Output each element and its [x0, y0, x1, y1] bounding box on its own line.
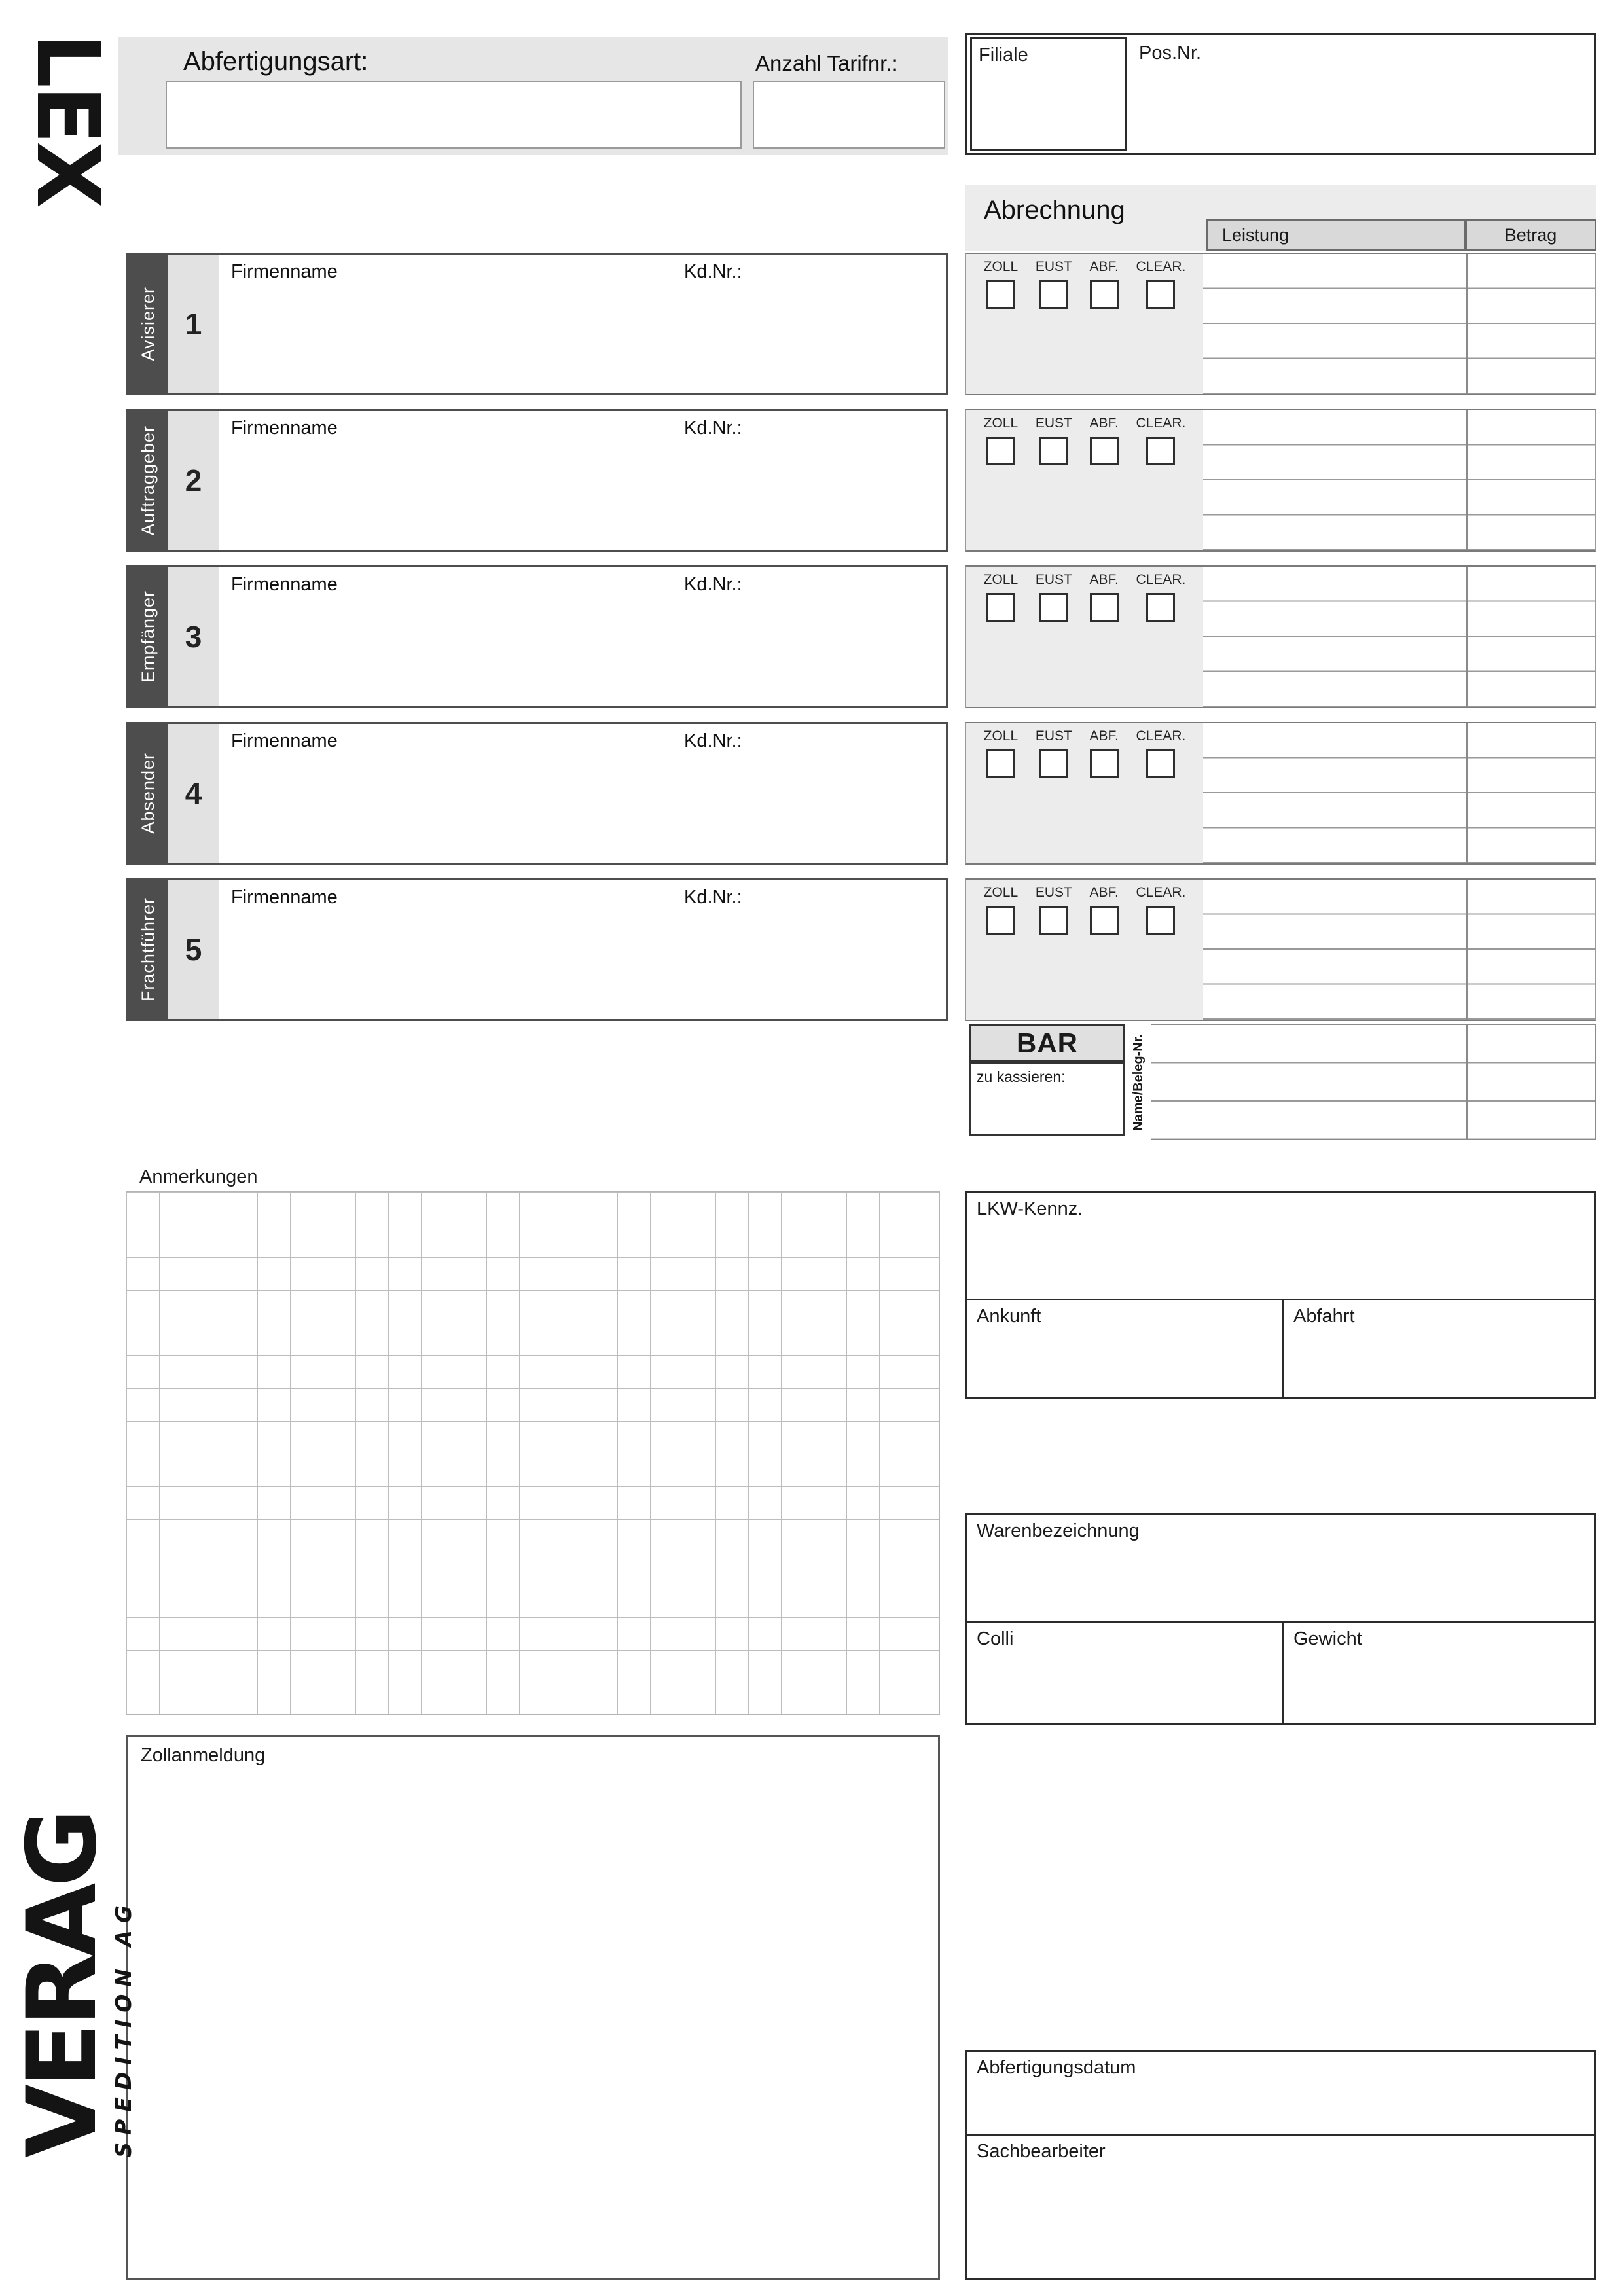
bar-abrechnung-rows[interactable]: [1151, 1024, 1596, 1140]
party-number: 2: [168, 411, 219, 550]
lex-logo-text: LEX: [17, 33, 118, 206]
firmenname-field[interactable]: [219, 724, 946, 863]
abrechnung-row-3: [965, 565, 1596, 708]
betrag-column-divider: [1466, 254, 1468, 394]
verag-logo: [7, 1736, 136, 2158]
firmenname-field[interactable]: [219, 411, 946, 550]
clear-label: CLEAR.: [1136, 259, 1186, 274]
verag-logo-text: VERAG: [7, 1812, 118, 2158]
party-role-bar: [128, 411, 168, 550]
abfahrt-label: Abfahrt: [1293, 1306, 1355, 1327]
clear-label: CLEAR.: [1136, 572, 1186, 587]
clear-checkbox[interactable]: [1146, 280, 1175, 309]
abrechnung-title: Abrechnung: [984, 196, 1125, 224]
warenbezeichnung-field[interactable]: [967, 1515, 1594, 1621]
anmerkungen-grid-area[interactable]: [126, 1191, 940, 1715]
zoll-label: ZOLL: [983, 728, 1019, 744]
abrechnung-panel: [965, 185, 1596, 251]
sachbearbeiter-label: Sachbearbeiter: [977, 2141, 1106, 2162]
kdnr-label: Kd.Nr.:: [684, 418, 742, 439]
party-role-label: Avisierer: [137, 287, 158, 361]
gewicht-field[interactable]: [1284, 1623, 1594, 1723]
party-role-bar: [128, 880, 168, 1019]
clear-label: CLEAR.: [1136, 885, 1186, 900]
zoll-checkbox[interactable]: [986, 280, 1015, 309]
zoll-checkbox[interactable]: [986, 437, 1015, 465]
zoll-checkbox[interactable]: [986, 749, 1015, 778]
zoll-label: ZOLL: [983, 259, 1019, 274]
abfertigungsdatum-field[interactable]: [967, 2052, 1594, 2134]
lkw-kennz-label: LKW-Kennz.: [977, 1198, 1083, 1219]
zollanmeldung-field[interactable]: [126, 1735, 940, 2280]
checkbox-zone: [966, 567, 1203, 707]
checkbox-zone: [966, 880, 1203, 1020]
firmenname-label: Firmenname: [231, 261, 338, 282]
party-number: 1: [168, 255, 219, 393]
spedition-ag-text: SPEDITION AG: [111, 1898, 136, 2158]
party-role-label: Frachtführer: [137, 897, 158, 1002]
clear-checkbox[interactable]: [1146, 749, 1175, 778]
abfertigungsart-field[interactable]: [166, 81, 742, 149]
filiale-posnr-box: [965, 33, 1596, 155]
leistung-label: Leistung: [1222, 224, 1290, 245]
eust-checkbox[interactable]: [1039, 437, 1068, 465]
firmenname-label: Firmenname: [231, 887, 338, 908]
clear-checkbox[interactable]: [1146, 437, 1175, 465]
sachbearbeiter-field[interactable]: [967, 2136, 1594, 2278]
abf-label: ABF.: [1089, 416, 1119, 431]
eust-checkbox[interactable]: [1039, 280, 1068, 309]
abf-label: ABF.: [1089, 885, 1119, 900]
firmenname-field[interactable]: [219, 880, 946, 1019]
abf-checkbox[interactable]: [1090, 906, 1119, 935]
warenbezeichnung-label: Warenbezeichnung: [977, 1520, 1140, 1541]
clear-checkbox[interactable]: [1146, 906, 1175, 935]
bar-title-label: BAR: [1017, 1028, 1078, 1058]
abfahrt-field[interactable]: [1284, 1300, 1594, 1397]
ankunft-label: Ankunft: [977, 1306, 1041, 1327]
filiale-label: Filiale: [979, 45, 1028, 65]
eust-checkbox[interactable]: [1039, 906, 1068, 935]
kdnr-label: Kd.Nr.:: [684, 574, 742, 595]
anzahl-tarifnr-label: Anzahl Tarifnr.:: [755, 51, 898, 75]
abf-checkbox[interactable]: [1090, 437, 1119, 465]
zoll-label: ZOLL: [983, 885, 1019, 900]
firmenname-label: Firmenname: [231, 574, 338, 595]
abf-checkbox[interactable]: [1090, 280, 1119, 309]
abrechnung-row-1: [965, 253, 1596, 395]
firmenname-field[interactable]: [219, 255, 946, 393]
zu-kassieren-field[interactable]: [969, 1062, 1125, 1136]
checkbox-zone: [966, 410, 1203, 550]
party-role-bar: [128, 255, 168, 393]
party-role-bar: [128, 567, 168, 706]
party-number: 5: [168, 880, 219, 1019]
leistung-betrag-rows[interactable]: [1203, 254, 1595, 394]
party-role-label: Auftraggeber: [137, 425, 158, 536]
party-block-avisierer: [126, 253, 948, 395]
zoll-checkbox[interactable]: [986, 906, 1015, 935]
zoll-label: ZOLL: [983, 572, 1019, 587]
party-role-label: Absender: [137, 753, 158, 834]
betrag-column-divider: [1466, 880, 1468, 1020]
leistung-betrag-rows[interactable]: [1203, 880, 1595, 1020]
eust-checkbox[interactable]: [1039, 593, 1068, 622]
lkw-box: [965, 1191, 1596, 1399]
clear-checkbox[interactable]: [1146, 593, 1175, 622]
anmerkungen-label: Anmerkungen: [139, 1166, 258, 1187]
eust-label: EUST: [1035, 416, 1072, 431]
betrag-column-header: [1466, 219, 1596, 251]
betrag-label: Betrag: [1504, 224, 1557, 245]
abf-checkbox[interactable]: [1090, 593, 1119, 622]
zu-kassieren-label: zu kassieren:: [977, 1068, 1066, 1085]
abfertigungsdatum-label: Abfertigungsdatum: [977, 2057, 1136, 2078]
filiale-field[interactable]: [970, 37, 1127, 151]
party-block-empfaenger: [126, 565, 948, 708]
eust-label: EUST: [1035, 728, 1072, 744]
colli-field[interactable]: [967, 1623, 1282, 1723]
party-role-bar: [128, 724, 168, 863]
colli-label: Colli: [977, 1628, 1014, 1649]
firmenname-label: Firmenname: [231, 730, 338, 751]
party-block-auftraggeber: [126, 409, 948, 552]
kdnr-label: Kd.Nr.:: [684, 887, 742, 908]
party-role-label: Empfänger: [137, 590, 158, 683]
firmenname-label: Firmenname: [231, 418, 338, 439]
clear-label: CLEAR.: [1136, 416, 1186, 431]
lex-logo: [17, 33, 118, 288]
zollanmeldung-label: Zollanmeldung: [141, 1745, 266, 1766]
leistung-betrag-rows[interactable]: [1203, 410, 1595, 550]
eust-label: EUST: [1035, 885, 1072, 900]
betrag-column-divider: [1466, 1025, 1468, 1139]
abf-label: ABF.: [1089, 572, 1119, 587]
name-beleg-label-rotated: [1127, 1024, 1151, 1140]
lkw-kennz-field[interactable]: [967, 1193, 1594, 1299]
anzahl-tarifnr-field[interactable]: [753, 81, 945, 149]
abrechnung-row-5: [965, 878, 1596, 1021]
bar-rows-lines: [1151, 1025, 1595, 1139]
ankunft-field[interactable]: [967, 1300, 1282, 1397]
clear-label: CLEAR.: [1136, 728, 1186, 744]
eust-label: EUST: [1035, 259, 1072, 274]
firmenname-field[interactable]: [219, 567, 946, 706]
processing-box: [965, 2050, 1596, 2280]
abrechnung-row-4: [965, 722, 1596, 865]
abf-checkbox[interactable]: [1090, 749, 1119, 778]
abf-label: ABF.: [1089, 259, 1119, 274]
abfertigungsart-label: Abfertigungsart:: [183, 47, 369, 76]
leistung-betrag-rows[interactable]: [1203, 723, 1595, 863]
leistung-betrag-rows[interactable]: [1203, 567, 1595, 707]
betrag-column-divider: [1466, 567, 1468, 707]
eust-checkbox[interactable]: [1039, 749, 1068, 778]
leistung-column-header: [1206, 219, 1466, 251]
gewicht-label: Gewicht: [1293, 1628, 1362, 1649]
checkbox-zone: [966, 254, 1203, 394]
eust-label: EUST: [1035, 572, 1072, 587]
abf-label: ABF.: [1089, 728, 1119, 744]
posnr-label: Pos.Nr.: [1139, 43, 1202, 63]
party-number: 4: [168, 724, 219, 863]
kdnr-label: Kd.Nr.:: [684, 730, 742, 751]
name-beleg-label: Name/Beleg-Nr.: [1131, 1033, 1146, 1131]
betrag-column-divider: [1466, 723, 1468, 863]
zoll-checkbox[interactable]: [986, 593, 1015, 622]
bar-title: [969, 1024, 1125, 1062]
betrag-column-divider: [1466, 410, 1468, 550]
abfertigungsart-panel: [118, 37, 948, 155]
abrechnung-row-2: [965, 409, 1596, 552]
party-block-frachtfuehrer: [126, 878, 948, 1021]
kdnr-label: Kd.Nr.:: [684, 261, 742, 282]
zoll-label: ZOLL: [983, 416, 1019, 431]
party-block-absender: [126, 722, 948, 865]
waren-box: [965, 1513, 1596, 1725]
checkbox-zone: [966, 723, 1203, 863]
party-number: 3: [168, 567, 219, 706]
